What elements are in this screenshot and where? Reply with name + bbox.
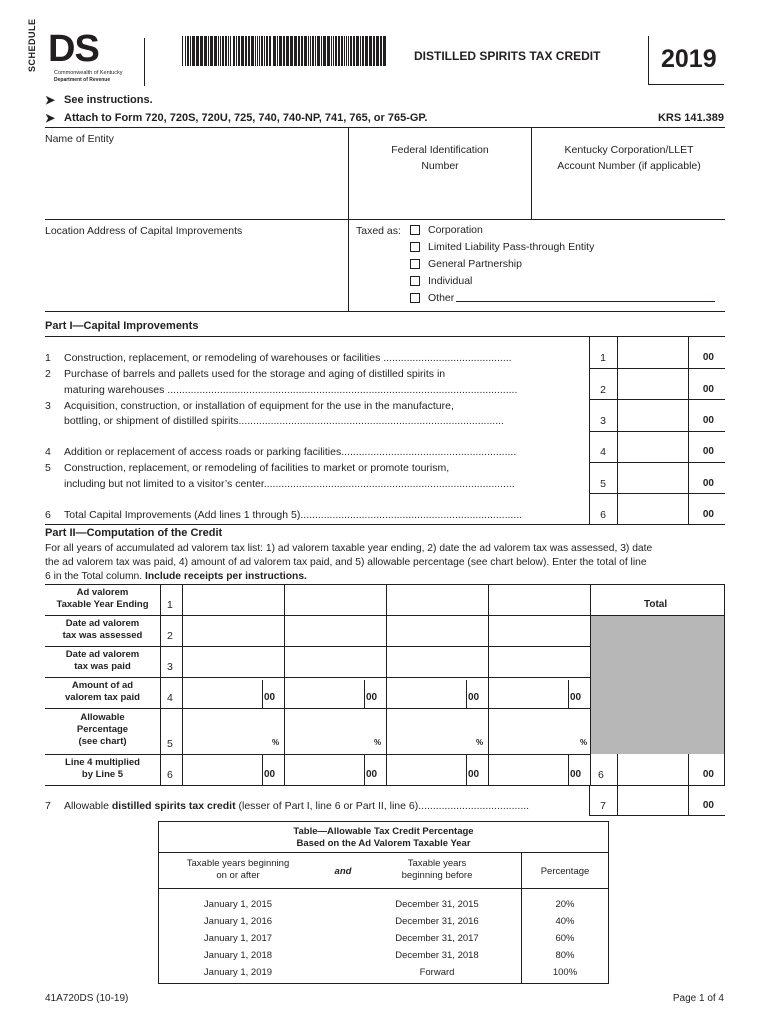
table-row-pct: 20% bbox=[555, 899, 575, 910]
barcode-bar bbox=[312, 36, 314, 66]
part1-line-text: maturing warehouses ........................................................................................................................ bbox=[64, 384, 518, 396]
cents: 00 bbox=[570, 692, 582, 703]
row-header-date-paid: Date ad valorem tax was paid bbox=[65, 649, 140, 672]
barcode-bar bbox=[266, 36, 268, 66]
row-number: 3 bbox=[167, 661, 173, 673]
taxed-as-label: Taxed as: bbox=[356, 225, 401, 237]
line7-number: 7 bbox=[45, 800, 51, 812]
cents: 00 bbox=[264, 769, 276, 780]
line3-amount-field[interactable] bbox=[618, 406, 688, 430]
barcode-bar bbox=[220, 36, 221, 66]
barcode-bar bbox=[190, 36, 191, 66]
see-instructions: See instructions. bbox=[64, 94, 153, 106]
cents: 00 bbox=[366, 769, 378, 780]
line-box-number: 4 bbox=[600, 446, 606, 458]
table-row-from: January 1, 2017 bbox=[203, 933, 273, 944]
barcode-bar bbox=[348, 36, 349, 66]
percent-sign: % bbox=[374, 738, 382, 747]
barcode-bar bbox=[214, 36, 217, 66]
barcode-bar bbox=[362, 36, 364, 66]
row-number: 5 bbox=[167, 738, 173, 750]
corporation-checkbox[interactable] bbox=[410, 225, 420, 235]
line-box-number: 3 bbox=[600, 415, 606, 427]
table-row-from: January 1, 2019 bbox=[203, 967, 273, 978]
part1-line-num: 1 bbox=[45, 352, 51, 364]
barcode-bar bbox=[376, 36, 379, 66]
barcode-bar bbox=[238, 36, 240, 66]
line2-amount-field[interactable] bbox=[618, 375, 688, 399]
line4-amount-field[interactable] bbox=[618, 438, 688, 462]
percent-sign: % bbox=[580, 738, 588, 747]
table-title-2: Based on the Ad Valorem Taxable Year bbox=[296, 838, 471, 849]
table-row-from: January 1, 2016 bbox=[203, 916, 273, 927]
other-specify-field[interactable] bbox=[456, 301, 715, 302]
total-line-number: 6 bbox=[598, 769, 604, 781]
line6-amount-field[interactable] bbox=[618, 500, 688, 524]
line-box-number: 2 bbox=[600, 384, 606, 396]
line-box-number: 7 bbox=[600, 800, 606, 812]
ky-account-label: Kentucky Corporation/LLET Account Number (if applicable) bbox=[557, 144, 701, 172]
row-header-taxable-year: Ad valorem Taxable Year Ending bbox=[56, 587, 149, 610]
cents: 00 bbox=[264, 692, 276, 703]
table-row-to: December 31, 2017 bbox=[395, 933, 479, 944]
line-box-number: 6 bbox=[600, 509, 606, 521]
barcode-bar bbox=[323, 36, 326, 66]
barcode-bar bbox=[373, 36, 375, 66]
other-option-label: Other bbox=[428, 292, 455, 304]
barcode-bar bbox=[360, 36, 361, 66]
llpte-option-label: Limited Liability Pass-through Entity bbox=[428, 241, 595, 253]
cents: 00 bbox=[702, 415, 714, 426]
part1-line-text: bottling, or shipment of distilled spirits........................................................................................... bbox=[64, 415, 504, 427]
barcode-bar bbox=[283, 36, 285, 66]
part2-intro-3: 6 in the Total column. Include receipts per instructions. bbox=[45, 571, 307, 582]
year-col2-field[interactable] bbox=[286, 586, 385, 614]
cents: 00 bbox=[702, 384, 714, 395]
col-header-and: and bbox=[334, 866, 352, 877]
barcode-bar bbox=[383, 36, 386, 66]
individual-option-label: Individual bbox=[428, 275, 473, 287]
cents: 00 bbox=[570, 769, 582, 780]
table-row-from: January 1, 2015 bbox=[203, 899, 273, 910]
cents: 00 bbox=[702, 509, 714, 520]
barcode-bar bbox=[257, 36, 258, 66]
row-header-date-assessed: Date ad valorem tax was assessed bbox=[62, 618, 143, 641]
barcode-bar bbox=[210, 36, 213, 66]
barcode-bar bbox=[356, 36, 359, 66]
part2-total-field[interactable] bbox=[618, 756, 688, 784]
part1-heading: Part I—Capital Improvements bbox=[45, 320, 199, 332]
individual-checkbox[interactable] bbox=[410, 276, 420, 286]
table-row-to: December 31, 2016 bbox=[395, 916, 479, 927]
barcode-bar bbox=[286, 36, 289, 66]
barcode-bar bbox=[335, 36, 337, 66]
barcode-bar bbox=[236, 36, 237, 66]
line-box-number: 1 bbox=[600, 352, 606, 364]
barcode-bar bbox=[259, 36, 260, 66]
part1-line-num: 2 bbox=[45, 368, 51, 380]
row-header-line4-times-line5: Line 4 multiplied by Line 5 bbox=[65, 757, 140, 780]
table-row-pct: 40% bbox=[555, 916, 575, 927]
line7-amount-field[interactable] bbox=[618, 788, 688, 814]
page-number: Page 1 of 4 bbox=[672, 993, 724, 1004]
barcode-bar bbox=[301, 36, 303, 66]
barcode-bar bbox=[187, 36, 189, 66]
barcode-bar bbox=[341, 36, 343, 66]
barcode-bar bbox=[294, 36, 297, 66]
barcode-bar bbox=[308, 36, 309, 66]
cents: 00 bbox=[366, 692, 378, 703]
year-col3-field[interactable] bbox=[388, 586, 487, 614]
percent-sign: % bbox=[272, 738, 280, 747]
barcode-bar bbox=[273, 36, 276, 66]
barcode bbox=[182, 36, 389, 66]
general-partnership-option-label: General Partnership bbox=[428, 258, 522, 270]
line1-amount-field[interactable] bbox=[618, 344, 688, 368]
attach-instruction: Attach to Form 720, 720S, 720U, 725, 740, 740-NP, 741, 765, or 765-GP. bbox=[64, 112, 428, 124]
table-row-pct: 60% bbox=[555, 933, 575, 944]
table-title-1: Table—Allowable Tax Credit Percentage bbox=[293, 826, 474, 837]
line7-text: Allowable distilled spirits tax credit (lesser of Part I, line 6 or Part II, line 6)...................................... bbox=[64, 800, 530, 812]
form-title: DISTILLED SPIRITS TAX CREDIT bbox=[414, 49, 601, 63]
cents: 00 bbox=[702, 800, 714, 811]
barcode-bar bbox=[245, 36, 247, 66]
entity-name-field[interactable] bbox=[45, 146, 347, 216]
barcode-bar bbox=[182, 36, 183, 66]
barcode-bar bbox=[315, 36, 316, 66]
row-number: 1 bbox=[167, 599, 173, 611]
col-header-end: Taxable years beginning before bbox=[401, 858, 473, 881]
barcode-bar bbox=[327, 36, 330, 66]
part1-line-text: Purchase of barrels and pallets used for the storage and aging of distilled spirits in bbox=[64, 368, 446, 380]
part1-line-num: 5 bbox=[45, 462, 51, 474]
ky-account-field[interactable] bbox=[536, 176, 722, 216]
part2-heading: Part II—Computation of the Credit bbox=[45, 527, 223, 539]
barcode-bar bbox=[353, 36, 355, 66]
total-column-header: Total bbox=[644, 599, 668, 610]
part1-line-text: including but not limited to a visitor’s center...................................................................................... bbox=[64, 478, 515, 490]
agency-line-1: Commonwealth of Kentucky bbox=[54, 70, 123, 76]
arrow-icon: ➤ bbox=[45, 111, 56, 125]
barcode-bar bbox=[261, 36, 263, 66]
row-number: 6 bbox=[167, 769, 173, 781]
barcode-bar bbox=[233, 36, 235, 66]
agency-line-2: Department of Revenue bbox=[54, 77, 111, 83]
barcode-bar bbox=[333, 36, 334, 66]
barcode-bar bbox=[331, 36, 332, 66]
cents: 00 bbox=[468, 692, 480, 703]
form-id-footer: 41A720DS (10-19) bbox=[45, 993, 129, 1004]
col-header-percentage: Percentage bbox=[540, 866, 590, 877]
cents: 00 bbox=[702, 352, 714, 363]
line-box-number: 5 bbox=[600, 478, 606, 490]
year-col4-field[interactable] bbox=[490, 586, 589, 614]
col-header-start: Taxable years beginning on or after bbox=[186, 858, 290, 881]
barcode-bar bbox=[338, 36, 340, 66]
barcode-bar bbox=[304, 36, 307, 66]
barcode-bar bbox=[200, 36, 203, 66]
barcode-bar bbox=[192, 36, 195, 66]
other-checkbox[interactable] bbox=[410, 293, 420, 303]
part1-line-text: Construction, replacement, or remodeling of facilities to market or promote tourism, bbox=[64, 462, 450, 474]
barcode-bar bbox=[279, 36, 282, 66]
arrow-icon: ➤ bbox=[45, 93, 56, 107]
barcode-bar bbox=[369, 36, 372, 66]
barcode-bar bbox=[255, 36, 256, 66]
barcode-bar bbox=[185, 36, 186, 66]
table-row-to: December 31, 2018 bbox=[395, 950, 479, 961]
barcode-bar bbox=[225, 36, 227, 66]
barcode-bar bbox=[298, 36, 300, 66]
row-number: 2 bbox=[167, 630, 173, 642]
table-row-to: December 31, 2015 bbox=[395, 899, 479, 910]
barcode-bar bbox=[317, 36, 320, 66]
barcode-bar bbox=[350, 36, 352, 66]
table-row-from: January 1, 2018 bbox=[203, 950, 273, 961]
barcode-bar bbox=[222, 36, 224, 66]
cents: 00 bbox=[702, 446, 714, 457]
barcode-bar bbox=[208, 36, 209, 66]
llpte-checkbox[interactable] bbox=[410, 242, 420, 252]
part1-line-text: Acquisition, construction, or installation of equipment for the use in the manufacture, bbox=[64, 400, 454, 412]
cents: 00 bbox=[702, 769, 714, 780]
part1-line-text: Construction, replacement, or remodeling of warehouses or facilities ............................................ bbox=[64, 352, 512, 364]
fein-label: Federal Identification Number bbox=[391, 144, 489, 172]
barcode-bar bbox=[277, 36, 278, 66]
barcode-bar bbox=[230, 36, 231, 66]
row-header-allowable-percentage: Allowable Percentage (see chart) bbox=[76, 712, 129, 747]
barcode-bar bbox=[251, 36, 254, 66]
location-field[interactable] bbox=[45, 240, 347, 308]
cents: 00 bbox=[702, 478, 714, 489]
part1-line-text: Total Capital Improvements (Add lines 1 through 5)............................................................................ bbox=[64, 509, 523, 521]
barcode-bar bbox=[310, 36, 311, 66]
year-col1-field[interactable] bbox=[184, 586, 283, 614]
barcode-bar bbox=[196, 36, 199, 66]
form-code: DS bbox=[48, 28, 99, 70]
corporation-option-label: Corporation bbox=[428, 224, 483, 236]
fein-field[interactable] bbox=[352, 176, 528, 216]
krs-reference: KRS 141.389 bbox=[657, 112, 724, 124]
part1-line-num: 3 bbox=[45, 400, 51, 412]
barcode-bar bbox=[204, 36, 207, 66]
line5-amount-field[interactable] bbox=[618, 469, 688, 493]
part1-line-num: 6 bbox=[45, 509, 51, 521]
row-header-amount-paid: Amount of ad valorem tax paid bbox=[65, 680, 140, 703]
barcode-bar bbox=[290, 36, 293, 66]
location-label: Location Address of Capital Improvements bbox=[45, 225, 243, 237]
table-row-pct: 80% bbox=[555, 950, 575, 961]
barcode-bar bbox=[380, 36, 382, 66]
barcode-bar bbox=[269, 36, 271, 66]
barcode-bar bbox=[365, 36, 368, 66]
general-partnership-checkbox[interactable] bbox=[410, 259, 420, 269]
barcode-bar bbox=[228, 36, 229, 66]
row-number: 4 bbox=[167, 692, 173, 704]
barcode-bar bbox=[241, 36, 244, 66]
barcode-bar bbox=[344, 36, 345, 66]
barcode-bar bbox=[346, 36, 347, 66]
entity-name-label: Name of Entity bbox=[45, 133, 114, 145]
barcode-bar bbox=[321, 36, 322, 66]
schedule-vertical-label: SCHEDULE bbox=[27, 18, 37, 72]
part2-intro-2: the ad valorem tax was paid, 4) amount of ad valorem tax paid, and 5) allowable percentage (see chart below). Enter the total of line bbox=[45, 557, 647, 568]
barcode-bar bbox=[218, 36, 219, 66]
part1-line-num: 4 bbox=[45, 446, 51, 458]
cents: 00 bbox=[468, 769, 480, 780]
part2-intro-1: For all years of accumulated ad valorem tax list: 1) ad valorem taxable year ending, 2) date the ad valorem tax was assessed, 3) date bbox=[45, 543, 653, 554]
table-row-pct: 100% bbox=[552, 967, 578, 978]
table-row-to: Forward bbox=[419, 967, 455, 978]
total-shaded-area bbox=[591, 616, 724, 754]
barcode-bar bbox=[248, 36, 250, 66]
tax-year: 2019 bbox=[661, 45, 717, 73]
part1-line-text: Addition or replacement of access roads or parking facilities............................................................ bbox=[64, 446, 517, 458]
barcode-bar bbox=[264, 36, 265, 66]
percent-sign: % bbox=[476, 738, 484, 747]
